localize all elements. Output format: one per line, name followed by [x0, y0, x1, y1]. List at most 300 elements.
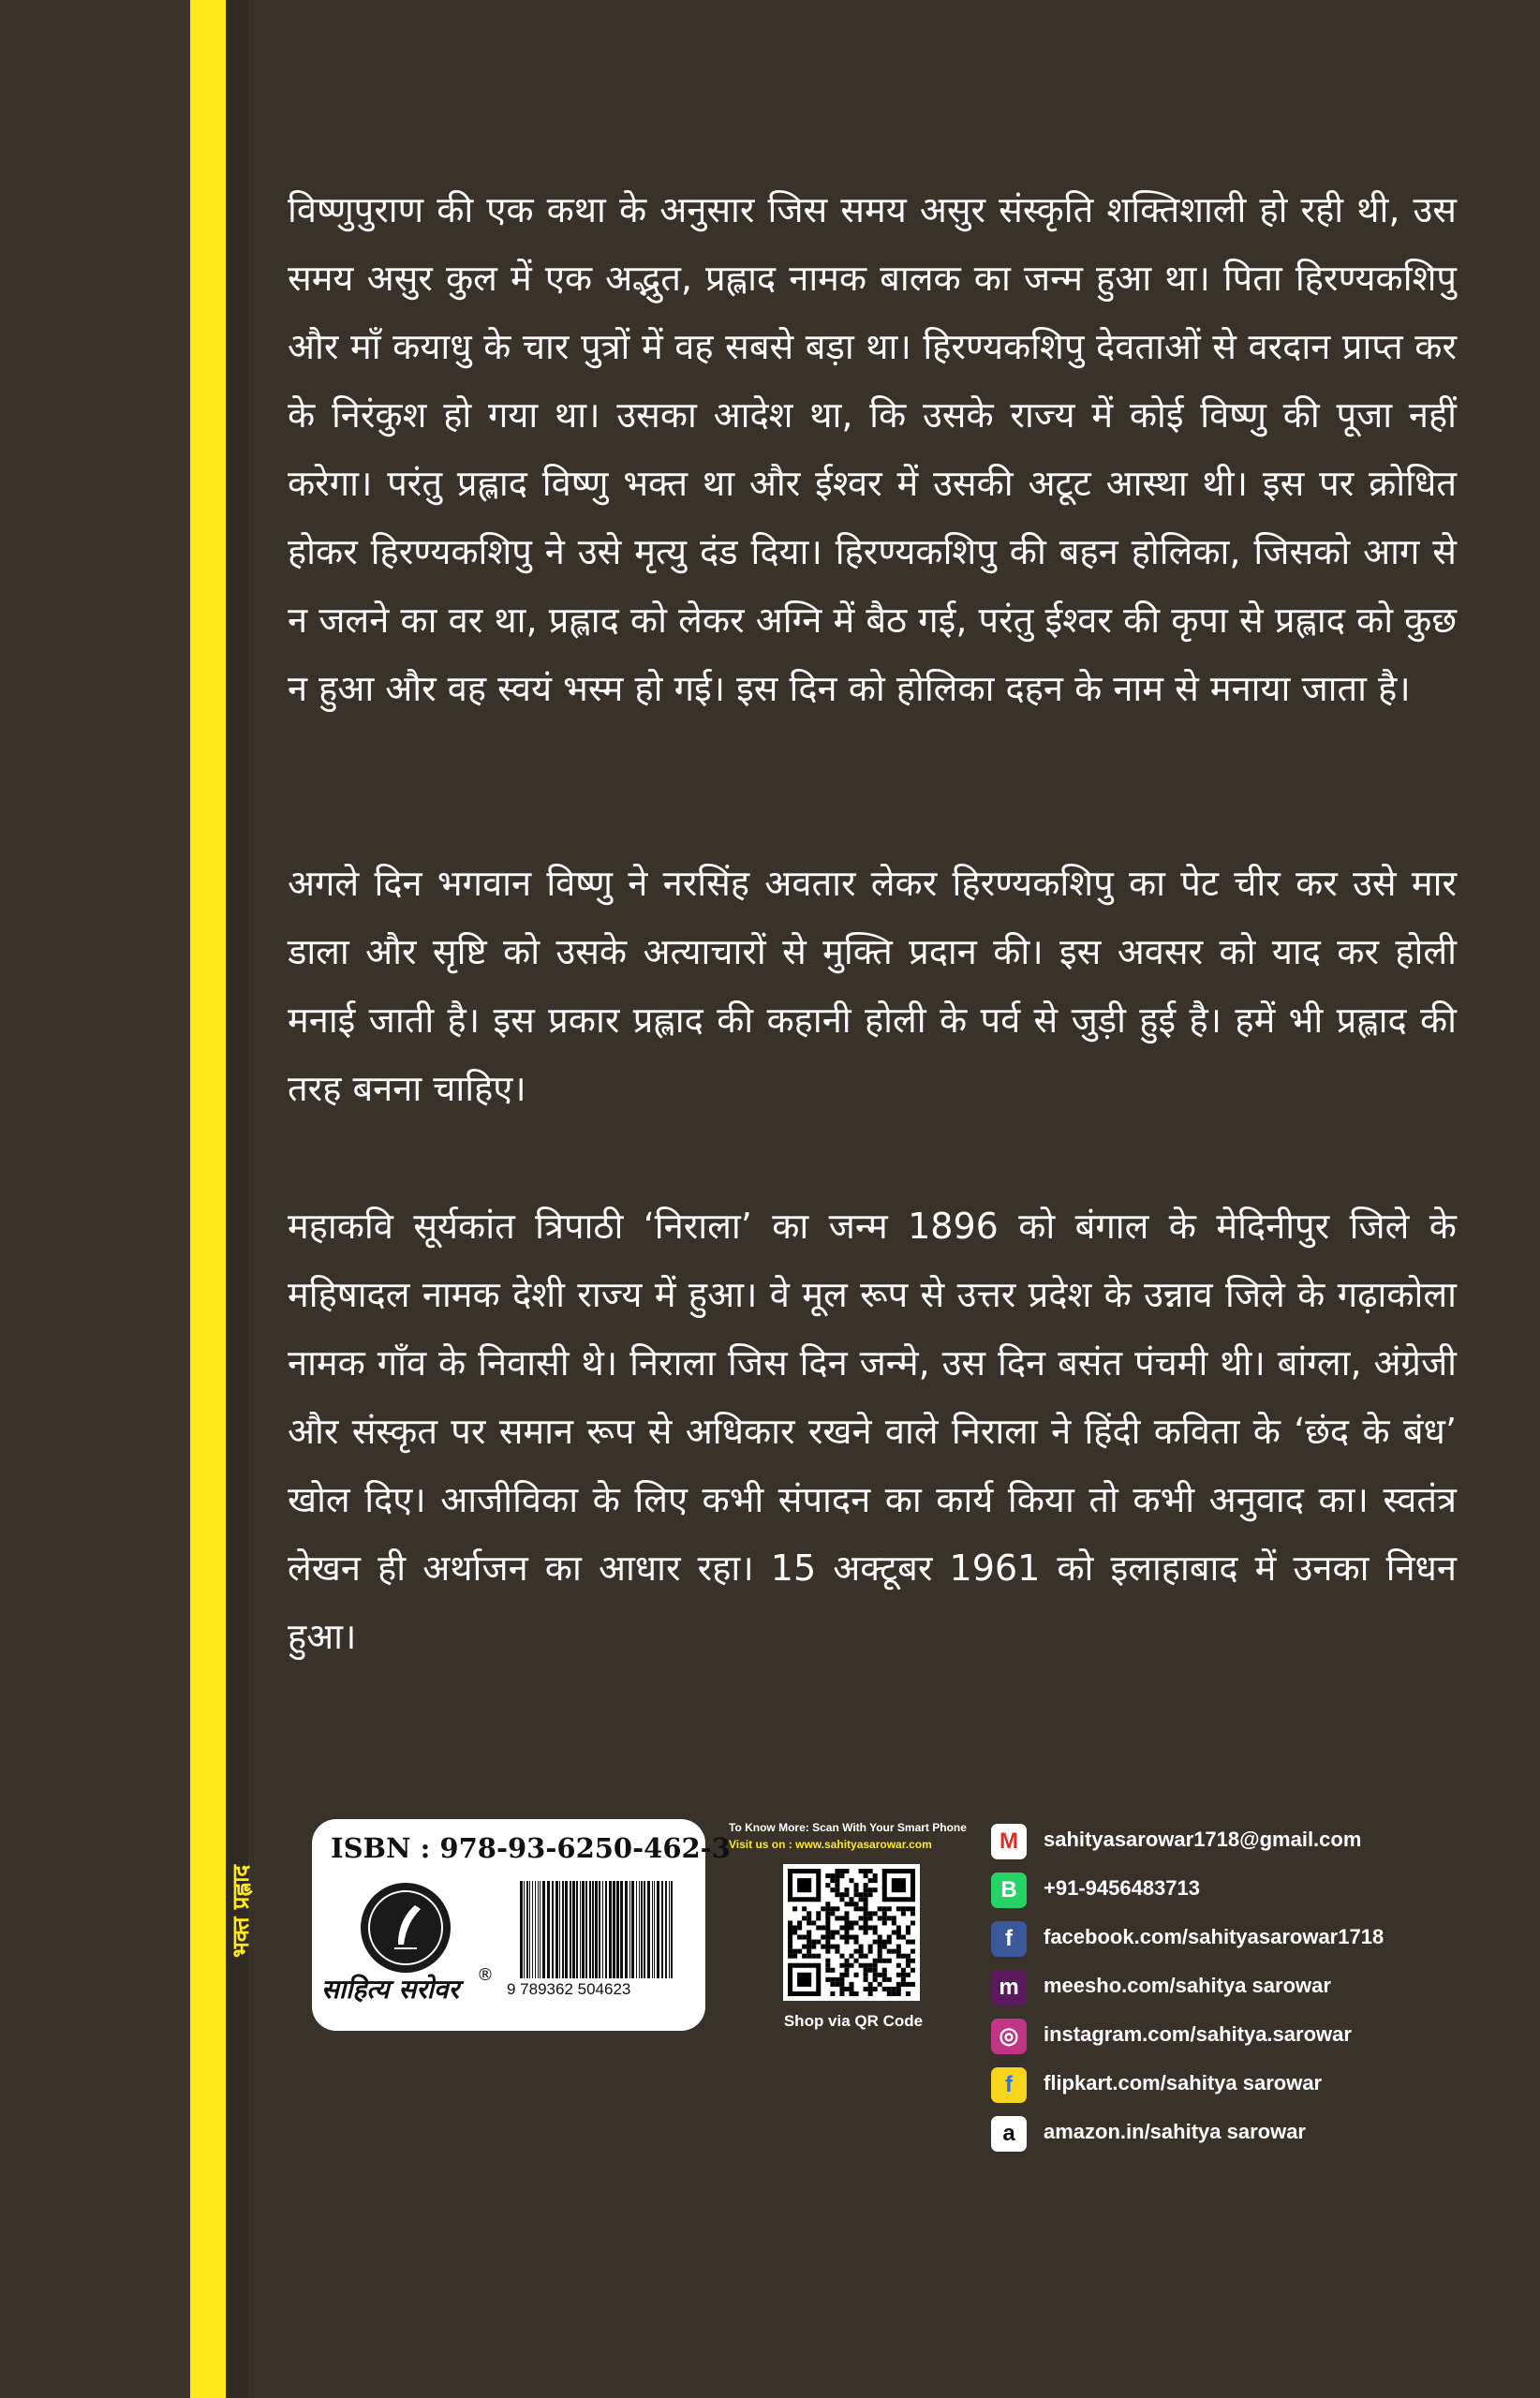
- qr-module: [901, 1973, 906, 1977]
- barcode-bar: [657, 1881, 659, 1978]
- contact-whatsapp[interactable]: [991, 1865, 1441, 1914]
- barcode-bar: [538, 1881, 539, 1978]
- meesho-icon: m: [991, 1970, 1027, 2006]
- blurb-paragraph-3: महाकवि सूर्यकांत त्रिपाठी ‘निराला’ का जन्म 1896 को बंगाल के मेदिनीपुर जिले के महिषादल नामक देशी राज्य में हुआ। वे मूल रूप से उत्तर प्रदेश के उन्नाव जिले के गढ़ाकोला नामक गाँव के निवासी थे। निराला जिस दिन जन्मे, उस दिन बसंत पंचमी थी। बांग्ला, अंग्रेजी और संस्कृत पर समान रूप से अधिकार रखने वाले निराला ने हिंदी कविता के ‘छंद के बंध’ खोल दिए। आजीविका के लिए कभी संपादन का कार्य किया तो कभी अनुवाद का। स्वतंत्र लेखन ही अर्थाजन का आधार रहा। 15 अक्टूबर 1961 को इलाहाबाद में उनका निधन हुआ।: [288, 1206, 1457, 1657]
- qr-module: [887, 1935, 892, 1940]
- qr-module: [854, 1920, 859, 1925]
- spine-panel: [0, 0, 190, 2398]
- qr-module: [844, 1968, 849, 1973]
- qr-module: [839, 1935, 844, 1940]
- registered-mark: ®: [477, 1965, 494, 1985]
- qr-module: [825, 1930, 830, 1934]
- blurb-paragraph-2: अगले दिन भगवान विष्णु ने नरसिंह अवतार लेकर हिरण्यकशिपु का पेट चीर कर उसे मार डाला और सृष्टि को उसके अत्याचारों से मुक्ति प्रदान की। इस अवसर को याद कर होली मनाई जाती है। इस प्रकार प्रह्लाद की कहानी होली के पर्व से जुड़ी हुई है। हमें भी प्रह्लाद की तरह बनना चाहिए।: [288, 863, 1457, 1109]
- qr-module: [849, 1920, 853, 1925]
- qr-module: [868, 1916, 873, 1920]
- qr-module: [830, 1935, 835, 1940]
- qr-module: [911, 1982, 915, 1987]
- qr-module: [868, 1991, 873, 1996]
- qr-module: [901, 1935, 906, 1940]
- qr-module: [835, 1878, 839, 1883]
- qr-module: [911, 1949, 915, 1954]
- qr-module: [825, 1963, 830, 1968]
- qr-module: [868, 1963, 873, 1968]
- qr-module: [864, 1873, 868, 1878]
- contact-facebook[interactable]: [991, 1914, 1441, 1962]
- instagram-icon: ◎: [991, 2019, 1027, 2054]
- barcode-bar: [572, 1881, 575, 1978]
- qr-module: [873, 1977, 878, 1982]
- barcode-bar: [620, 1881, 623, 1978]
- qr-module: [906, 1982, 911, 1987]
- qr-module: [864, 1892, 868, 1897]
- qr-module: [844, 1869, 849, 1873]
- qr-module: [878, 1906, 882, 1911]
- qr-module: [864, 1973, 868, 1977]
- quill-icon: [361, 1883, 451, 1973]
- qr-module: [864, 1883, 868, 1887]
- qr-module: [854, 1883, 859, 1887]
- qr-module: [788, 1954, 792, 1959]
- contact-text: +91-9456483713: [1044, 1876, 1200, 1900]
- facebook-icon: f: [991, 1921, 1027, 1957]
- qr-module: [849, 1982, 853, 1987]
- qr-module: [797, 1920, 802, 1925]
- qr-module: [901, 1982, 906, 1987]
- qr-module: [864, 1911, 868, 1916]
- qr-module: [797, 1949, 802, 1954]
- qr-module: [802, 1935, 807, 1940]
- qr-module: [844, 1959, 849, 1963]
- qr-module: [878, 1982, 882, 1987]
- qr-module: [878, 1954, 882, 1959]
- qr-module: [830, 1945, 835, 1949]
- qr-module: [830, 1930, 835, 1934]
- qr-module: [906, 1940, 911, 1945]
- qr-module: [839, 1987, 844, 1991]
- qr-module: [830, 1906, 835, 1911]
- qr-module: [844, 1925, 849, 1930]
- qr-module: [906, 1954, 911, 1959]
- qr-module: [896, 1945, 901, 1949]
- qr-module: [835, 1892, 839, 1897]
- qr-module: [825, 1883, 830, 1887]
- qr-module: [854, 1892, 859, 1897]
- qr-module: [816, 1911, 821, 1916]
- qr-module: [807, 1949, 811, 1954]
- qr-module: [873, 1987, 878, 1991]
- qr-module: [816, 1925, 821, 1930]
- qr-module: [868, 1925, 873, 1930]
- qr-module: [859, 1925, 864, 1930]
- qr-module: [830, 1968, 835, 1973]
- barcode-bar: [669, 1881, 670, 1978]
- qr-module: [868, 1892, 873, 1897]
- qr-module: [887, 1940, 892, 1945]
- qr-module: [792, 1949, 797, 1954]
- barcode-bar: [524, 1881, 525, 1978]
- scan-label: To Know More: Scan With Your Smart Phone: [729, 1821, 967, 1834]
- qr-module: [911, 1920, 915, 1925]
- qr-module: [882, 1959, 887, 1963]
- qr-module: [873, 1959, 878, 1963]
- qr-module: [849, 1925, 853, 1930]
- qr-module: [864, 1897, 868, 1902]
- qr-module: [906, 1991, 911, 1996]
- qr-module: [825, 1977, 830, 1982]
- qr-module: [887, 1987, 892, 1991]
- qr-module: [901, 1906, 906, 1911]
- qr-module: [816, 1940, 821, 1945]
- qr-module: [825, 1968, 830, 1973]
- qr-module: [859, 1963, 864, 1968]
- qr-module: [797, 1935, 802, 1940]
- qr-module: [873, 1930, 878, 1934]
- qr-module: [878, 1949, 882, 1954]
- qr-module: [802, 1945, 807, 1949]
- qr-module: [807, 1930, 811, 1934]
- qr-module: [868, 1945, 873, 1949]
- qr-caption: Shop via QR Code: [783, 2012, 924, 2030]
- qr-module: [882, 1911, 887, 1916]
- qr-module: [792, 1954, 797, 1959]
- publisher-logo: [361, 1883, 451, 1973]
- qr-module: [835, 1873, 839, 1878]
- barcode-bar: [547, 1881, 550, 1978]
- qr-module: [911, 1911, 915, 1916]
- qr-module: [864, 1987, 868, 1991]
- qr-module: [859, 1945, 864, 1949]
- qr-module: [906, 1930, 911, 1934]
- barcode-bar: [592, 1881, 594, 1978]
- qr-module: [839, 1977, 844, 1982]
- qr-module: [821, 1925, 825, 1930]
- qr-module: [802, 1954, 807, 1959]
- qr-module: [839, 1954, 844, 1959]
- qr-module: [839, 1982, 844, 1987]
- qr-module: [839, 1916, 844, 1920]
- contact-meesho[interactable]: [991, 1962, 1441, 2011]
- qr-module: [868, 1911, 873, 1916]
- qr-module: [849, 1954, 853, 1959]
- qr-module: [896, 1949, 901, 1954]
- barcode-bar: [529, 1881, 530, 1978]
- qr-module: [807, 1954, 811, 1959]
- barcode-bar: [520, 1881, 523, 1978]
- qr-module: [887, 1906, 892, 1911]
- qr-module: [807, 1945, 811, 1949]
- qr-module: [901, 1911, 906, 1916]
- qr-module: [887, 1977, 892, 1982]
- qr-module: [788, 1925, 792, 1930]
- qr-module: [825, 1935, 830, 1940]
- qr-module: [887, 1916, 892, 1920]
- qr-module: [906, 1959, 911, 1963]
- mail-icon: M: [991, 1824, 1027, 1859]
- qr-module: [844, 1902, 849, 1906]
- qr-module: [878, 1959, 882, 1963]
- qr-module: [839, 1897, 844, 1902]
- qr-module: [882, 1977, 887, 1982]
- barcode-bar: [582, 1881, 585, 1978]
- qr-module: [844, 1987, 849, 1991]
- qr-module: [788, 1935, 792, 1940]
- qr-module: [864, 1906, 868, 1911]
- qr-module: [825, 1916, 830, 1920]
- qr-module: [844, 1920, 849, 1925]
- qr-module: [906, 1925, 911, 1930]
- qr-module: [854, 1906, 859, 1911]
- qr-module: [859, 1916, 864, 1920]
- barcode-bar: [589, 1881, 591, 1978]
- qr-module: [835, 1906, 839, 1911]
- barcode-bar: [576, 1881, 578, 1978]
- blurb-paragraph-1: विष्णुपुराण की एक कथा के अनुसार जिस समय असुर संस्कृति शक्तिशाली हो रही थी, उस समय असुर कुल में एक अद्भुत, प्रह्लाद नामक बालक का जन्म हुआ था। पिता हिरण्यकशिपु और माँ कयाधु के चार पुत्रों में वह सबसे बड़ा था। हिरण्यकशिपु देवताओं से वरदान प्राप्त कर के निरंकुश हो गया था। उसका आदेश था, कि उसके राज्य में कोई विष्णु की पूजा नहीं करेगा। परंतु प्रह्लाद विष्णु भक्त था और ईश्वर में उसकी अटूट आस्था थी। इस पर क्रोधित होकर हिरण्यकशिपु ने उसे मृत्यु दंड दिया। हिरण्यकशिपु की बहन होलिका, जिसको आग से न जलने का वर था, प्रह्लाद को लेकर अग्नि में बैठ गई, परंतु ईश्वर की कृपा से प्रह्लाद को कुछ न हुआ और वह स्वयं भस्म हो गई। इस दिन को होलिका दहन के नाम से मनाया जाता है।: [288, 189, 1457, 709]
- qr-module: [878, 1916, 882, 1920]
- qr-module: [882, 1940, 887, 1945]
- qr-module: [839, 1963, 844, 1968]
- qr-module: [792, 1925, 797, 1930]
- qr-module: [911, 1906, 915, 1911]
- barcode-bar: [526, 1881, 528, 1978]
- contact-text: instagram.com/sahitya.sarowar: [1044, 2022, 1352, 2046]
- contact-instagram[interactable]: [991, 2011, 1441, 2060]
- qr-module: [849, 1935, 853, 1940]
- qr-module: [839, 1892, 844, 1897]
- qr-module: [887, 1949, 892, 1954]
- qr-module: [844, 1887, 849, 1892]
- qr-module: [844, 1973, 849, 1977]
- qr-module: [830, 1887, 835, 1892]
- qr-module: [844, 1892, 849, 1897]
- qr-module: [825, 1920, 830, 1925]
- qr-module: [835, 1883, 839, 1887]
- barcode-bar: [665, 1881, 667, 1978]
- qr-module: [835, 1887, 839, 1892]
- qr-module: [896, 1906, 901, 1911]
- spine-inner-band: [226, 0, 248, 2398]
- qr-module: [864, 1869, 868, 1873]
- barcode-bar: [580, 1881, 581, 1978]
- contact-flipkart[interactable]: [991, 2060, 1441, 2109]
- qr-module: [859, 1869, 864, 1873]
- qr-module: [797, 1878, 811, 1892]
- qr-code[interactable]: [783, 1864, 920, 2001]
- qr-module: [887, 1959, 892, 1963]
- visit-website-label: Visit us on : www.sahityasarowar.com: [729, 1838, 932, 1851]
- qr-module: [892, 1930, 896, 1934]
- contact-text: amazon.in/sahitya sarowar: [1044, 2120, 1306, 2143]
- qr-module: [882, 1916, 887, 1920]
- qr-module: [830, 1878, 835, 1883]
- qr-module: [854, 1940, 859, 1945]
- qr-module: [892, 1949, 896, 1954]
- qr-module: [821, 1906, 825, 1911]
- qr-module: [864, 1925, 868, 1930]
- qr-module: [873, 1878, 878, 1883]
- qr-module: [825, 1873, 830, 1878]
- qr-module: [854, 1887, 859, 1892]
- qr-module: [864, 1887, 868, 1892]
- qr-module: [854, 1973, 859, 1977]
- isbn-number: ISBN : 978-93-6250-462-3: [331, 1832, 731, 1864]
- qr-module: [892, 1916, 896, 1920]
- qr-module: [868, 1968, 873, 1973]
- qr-module: [892, 1878, 906, 1892]
- qr-module: [896, 1935, 901, 1940]
- qr-module: [854, 1991, 859, 1996]
- qr-module: [811, 1945, 816, 1949]
- qr-module: [788, 1949, 792, 1954]
- qr-module: [882, 1968, 887, 1973]
- barcode-bar: [644, 1881, 645, 1978]
- qr-module: [873, 1925, 878, 1930]
- qr-module: [887, 1991, 892, 1996]
- qr-module: [901, 1954, 906, 1959]
- qr-module: [807, 1940, 811, 1945]
- barcode-bar: [671, 1881, 673, 1978]
- qr-module: [859, 1949, 864, 1954]
- qr-module: [864, 1963, 868, 1968]
- qr-module: [797, 1973, 811, 1987]
- qr-module: [906, 1906, 911, 1911]
- qr-module: [864, 1916, 868, 1920]
- qr-module: [792, 1906, 797, 1911]
- qr-module: [844, 1911, 849, 1916]
- contact-email[interactable]: [991, 1816, 1441, 1865]
- qr-module: [797, 1925, 802, 1930]
- qr-module: [896, 1925, 901, 1930]
- qr-module: [811, 1954, 816, 1959]
- qr-module: [792, 1930, 797, 1934]
- qr-module: [859, 1954, 864, 1959]
- qr-module: [873, 1911, 878, 1916]
- qr-module: [864, 1968, 868, 1973]
- barcode-number: 9 789362 504623: [507, 1980, 631, 1998]
- qr-module: [854, 1959, 859, 1963]
- qr-module: [892, 1991, 896, 1996]
- qr-module: [873, 1873, 878, 1878]
- qr-module: [825, 1906, 830, 1911]
- qr-module: [844, 1963, 849, 1968]
- qr-module: [882, 1920, 887, 1925]
- qr-module: [873, 1973, 878, 1977]
- qr-module: [835, 1930, 839, 1934]
- barcode-bar: [654, 1881, 655, 1978]
- qr-module: [807, 1916, 811, 1920]
- qr-module: [873, 1968, 878, 1973]
- barcode-bar: [599, 1881, 600, 1978]
- qr-module: [830, 1977, 835, 1982]
- qr-module: [844, 1930, 849, 1934]
- qr-module: [807, 1920, 811, 1925]
- qr-module: [911, 1940, 915, 1945]
- barcode-bar: [609, 1881, 612, 1978]
- qr-module: [839, 1873, 844, 1878]
- barcode-bar: [532, 1881, 533, 1978]
- qr-module: [816, 1916, 821, 1920]
- qr-module: [906, 1973, 911, 1977]
- contact-list: [991, 1816, 1441, 2157]
- qr-module: [854, 1902, 859, 1906]
- barcode-bar: [595, 1881, 598, 1978]
- qr-module: [825, 1940, 830, 1945]
- publisher-name: साहित्य सरोवर: [321, 1974, 460, 2005]
- barcode-bar: [565, 1881, 568, 1978]
- qr-module: [849, 1963, 853, 1968]
- contact-amazon[interactable]: [991, 2109, 1441, 2157]
- qr-module: [878, 1935, 882, 1940]
- qr-module: [896, 1982, 901, 1987]
- barcode-bar: [613, 1881, 615, 1978]
- qr-module: [816, 1954, 821, 1959]
- qr-module: [788, 1930, 792, 1934]
- barcode-bar: [542, 1881, 545, 1978]
- qr-module: [868, 1982, 873, 1987]
- qr-module: [788, 1940, 792, 1945]
- qr-module: [844, 1916, 849, 1920]
- qr-module: [825, 1949, 830, 1954]
- qr-module: [873, 1963, 878, 1968]
- qr-module: [911, 1968, 915, 1973]
- amazon-icon: a: [991, 2116, 1027, 2152]
- qr-module: [878, 1940, 882, 1945]
- qr-module: [896, 1930, 901, 1934]
- qr-module: [839, 1973, 844, 1977]
- barcode-bar: [647, 1881, 650, 1978]
- qr-module: [811, 1920, 816, 1925]
- qr-module: [854, 1935, 859, 1940]
- qr-module: [849, 1897, 853, 1902]
- qr-code-pattern: [783, 1864, 920, 2001]
- qr-module: [835, 1869, 839, 1873]
- qr-module: [868, 1987, 873, 1991]
- contact-text: sahityasarowar1718@gmail.com: [1044, 1828, 1362, 1851]
- barcode-bar: [625, 1881, 628, 1978]
- qr-module: [868, 1887, 873, 1892]
- qr-module: [839, 1869, 844, 1873]
- barcode-bar: [652, 1881, 653, 1978]
- qr-module: [835, 1945, 839, 1949]
- qr-module: [868, 1878, 873, 1883]
- qr-module: [849, 1987, 853, 1991]
- qr-module: [878, 1945, 882, 1949]
- qr-module: [896, 1963, 901, 1968]
- qr-module: [878, 1973, 882, 1977]
- contact-text: meesho.com/sahitya sarowar: [1044, 1974, 1331, 1997]
- barcode-bar: [616, 1881, 619, 1978]
- barcode-bar: [605, 1881, 607, 1978]
- qr-module: [896, 1991, 901, 1996]
- yellow-stripe: [190, 0, 226, 2398]
- qr-module: [892, 1920, 896, 1925]
- qr-module: [788, 1945, 792, 1949]
- barcode-bar: [559, 1881, 560, 1978]
- barcode: [514, 1881, 679, 1978]
- qr-module: [873, 1887, 878, 1892]
- qr-module: [896, 1987, 901, 1991]
- qr-module: [864, 1954, 868, 1959]
- barcode-bar: [552, 1881, 554, 1978]
- contact-text: flipkart.com/sahitya sarowar: [1044, 2071, 1323, 2095]
- qr-module: [807, 1911, 811, 1916]
- qr-module: [882, 1987, 887, 1991]
- barcode-bar: [636, 1881, 637, 1978]
- qr-module: [906, 1963, 911, 1968]
- qr-module: [859, 1897, 864, 1902]
- qr-module: [882, 1973, 887, 1977]
- barcode-bar: [661, 1881, 663, 1978]
- qr-module: [825, 1925, 830, 1930]
